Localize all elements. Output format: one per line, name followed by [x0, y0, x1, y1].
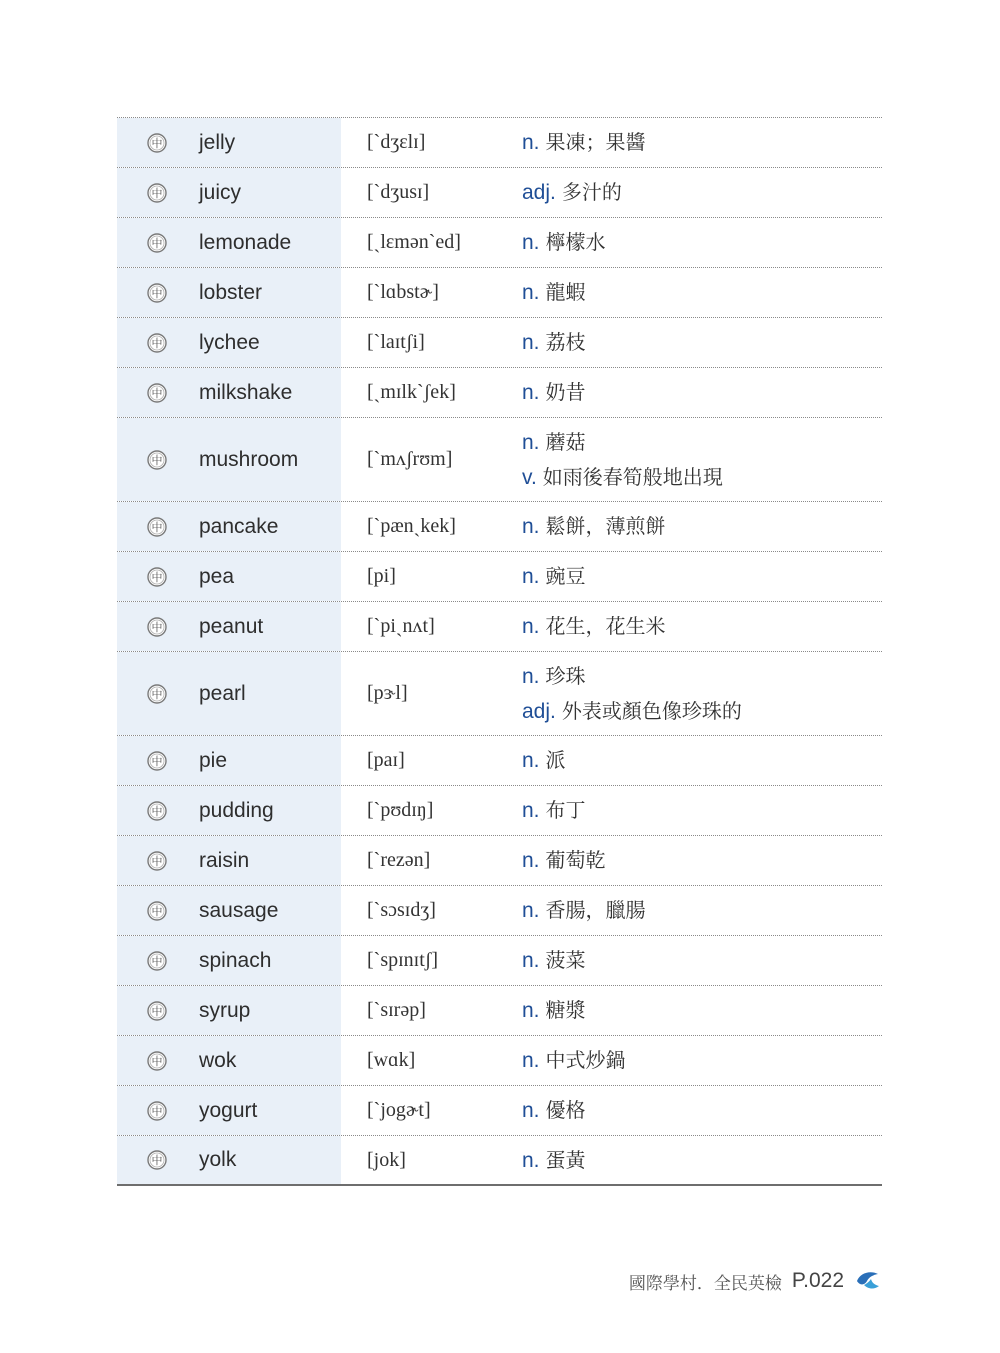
vocab-row	[117, 1136, 882, 1186]
definition-cell	[520, 368, 882, 417]
word-cell	[117, 168, 341, 217]
definition-cell	[520, 886, 882, 935]
meaning-text: 豌豆	[545, 564, 586, 588]
word-text: yogurt	[199, 1098, 258, 1122]
part-of-speech: n.	[522, 899, 540, 922]
part-of-speech: n.	[522, 949, 540, 972]
definition-line	[522, 275, 882, 310]
level-label: 中	[151, 854, 163, 868]
phonetic-text: [ˋsɪrəp]	[367, 999, 426, 1021]
phonetic-text: [ˋrezən]	[367, 849, 431, 871]
definition-cell	[520, 318, 882, 367]
vocab-row	[117, 118, 882, 168]
word-text: spinach	[199, 948, 272, 972]
word-cell	[117, 836, 341, 885]
vocab-row	[117, 418, 882, 502]
word-text: lychee	[199, 330, 260, 354]
definition-cell	[520, 1036, 882, 1085]
level-badge-icon	[147, 617, 167, 637]
level-label: 中	[151, 286, 163, 300]
vocab-row	[117, 1086, 882, 1136]
level-label: 中	[151, 136, 163, 150]
word-cell	[117, 1086, 341, 1135]
level-badge-icon	[147, 283, 167, 303]
definition-cell	[520, 218, 882, 267]
definition-cell	[520, 936, 882, 985]
definition-cell	[520, 418, 882, 501]
word-text: pie	[199, 748, 228, 772]
phonetic-text: [ˋpiˏnʌt]	[367, 615, 435, 637]
phonetic-text: [ˏmɪlkˋʃek]	[367, 381, 456, 403]
word-text: pancake	[199, 514, 279, 538]
level-badge-icon	[147, 517, 167, 537]
vocab-row	[117, 736, 882, 786]
word-cell	[117, 118, 341, 167]
level-label: 中	[151, 386, 163, 400]
publisher-label: 國際學村．全民英檢	[628, 1273, 782, 1294]
definition-cell	[520, 652, 882, 735]
meaning-text: 派	[545, 748, 566, 772]
level-badge-icon	[147, 450, 167, 470]
vocab-row	[117, 602, 882, 652]
level-label: 中	[151, 804, 163, 818]
definition-line	[522, 609, 882, 644]
word-cell	[117, 552, 341, 601]
part-of-speech: n.	[522, 565, 540, 588]
word-text: wok	[199, 1048, 237, 1072]
meaning-text: 荔枝	[545, 330, 586, 354]
definition-cell	[520, 786, 882, 835]
word-cell	[117, 936, 341, 985]
definition-cell	[520, 1086, 882, 1135]
part-of-speech: n.	[522, 1049, 540, 1072]
part-of-speech: n.	[522, 999, 540, 1022]
level-badge-icon	[147, 133, 167, 153]
level-badge-icon	[147, 851, 167, 871]
word-text: yolk	[199, 1148, 237, 1171]
level-label: 中	[151, 1104, 163, 1118]
word-cell	[117, 602, 341, 651]
phonetic-text: [pi]	[367, 565, 396, 587]
definition-line	[522, 375, 882, 410]
level-badge-icon	[147, 383, 167, 403]
level-badge-icon	[147, 1051, 167, 1071]
level-badge-icon	[147, 333, 167, 353]
word-cell	[117, 218, 341, 267]
part-of-speech: n.	[522, 381, 540, 404]
phonetic-text: [ˋmʌʃrʊm]	[367, 448, 453, 470]
meaning-text: 外表或顏色像珍珠的	[561, 698, 742, 723]
meaning-text: 鬆餅，薄煎餅	[545, 514, 666, 538]
part-of-speech: n.	[522, 430, 540, 454]
word-text: lemonade	[199, 230, 292, 254]
meaning-text: 蛋黃	[545, 1147, 586, 1172]
definition-line	[522, 325, 882, 360]
meaning-text: 珍珠	[545, 663, 586, 688]
word-text: raisin	[199, 848, 250, 872]
meaning-text: 香腸，臘腸	[545, 898, 646, 922]
phonetic-text: [ˋpænˏkek]	[367, 515, 456, 537]
vocab-row	[117, 786, 882, 836]
meaning-text: 多汁的	[561, 180, 622, 204]
definition-line	[522, 943, 882, 978]
vocab-row	[117, 168, 882, 218]
definition-cell	[520, 986, 882, 1035]
word-text: pudding	[199, 798, 274, 822]
meaning-text: 檸檬水	[545, 230, 606, 254]
word-text: mushroom	[199, 447, 299, 471]
meaning-text: 優格	[545, 1098, 586, 1122]
phonetic-text: [ˋlaɪtʃi]	[367, 331, 425, 353]
word-text: peanut	[199, 614, 264, 638]
vocab-row	[117, 268, 882, 318]
phonetic-text: [ˋspɪnɪtʃ]	[367, 949, 439, 971]
vocab-row	[117, 886, 882, 936]
word-text: jelly	[199, 130, 236, 154]
meaning-text: 果凍；果醬	[545, 130, 646, 154]
phonetic-text: [pɝl]	[367, 682, 408, 704]
level-label: 中	[151, 1154, 163, 1167]
word-text: juicy	[199, 180, 242, 204]
phonetic-text: [ˋlɑbstɚ]	[367, 281, 439, 303]
definition-line	[522, 1043, 882, 1078]
part-of-speech: n.	[522, 615, 540, 638]
level-label: 中	[151, 904, 163, 918]
vocab-row	[117, 936, 882, 986]
phonetic-text: [ˋpʊdɪŋ]	[367, 799, 434, 821]
phonetic-text: [ˏlɛmənˋed]	[367, 231, 461, 253]
vocab-row	[117, 368, 882, 418]
level-badge-icon	[147, 233, 167, 253]
word-text: pea	[199, 564, 235, 588]
word-cell	[117, 1136, 341, 1184]
vocab-row	[117, 836, 882, 886]
level-label: 中	[151, 620, 163, 634]
level-badge-icon	[147, 1101, 167, 1121]
level-label: 中	[151, 236, 163, 250]
level-badge-icon	[147, 951, 167, 971]
definition-cell	[520, 602, 882, 651]
level-badge-icon	[147, 1150, 167, 1170]
vocab-row	[117, 502, 882, 552]
definition-line	[522, 843, 882, 878]
definition-line	[522, 694, 882, 729]
level-label: 中	[151, 954, 163, 968]
definition-cell	[520, 552, 882, 601]
level-label: 中	[151, 1054, 163, 1068]
level-label: 中	[151, 570, 163, 584]
level-badge-icon	[147, 567, 167, 587]
definition-line	[522, 509, 882, 544]
page-number: P.022	[791, 1269, 844, 1292]
meaning-text: 龍蝦	[545, 280, 586, 304]
word-cell	[117, 986, 341, 1035]
level-badge-icon	[147, 801, 167, 821]
part-of-speech: v.	[522, 465, 537, 489]
part-of-speech: adj.	[522, 181, 556, 204]
definition-line	[522, 743, 882, 778]
phonetic-text: [paɪ]	[367, 749, 405, 771]
definition-cell	[520, 502, 882, 551]
meaning-text: 花生，花生米	[545, 614, 666, 638]
meaning-text: 布丁	[545, 798, 586, 822]
definition-line	[522, 175, 882, 210]
definition-line	[522, 659, 882, 694]
word-cell	[117, 268, 341, 317]
vocab-row	[117, 218, 882, 268]
definition-line	[522, 993, 882, 1028]
meaning-text: 糖漿	[545, 998, 586, 1022]
level-label: 中	[151, 754, 163, 768]
word-cell	[117, 502, 341, 551]
word-cell	[117, 1036, 341, 1085]
word-text: syrup	[199, 998, 251, 1022]
part-of-speech: adj.	[522, 699, 556, 723]
part-of-speech: n.	[522, 231, 540, 254]
vocab-row	[117, 318, 882, 368]
meaning-text: 葡萄乾	[545, 848, 606, 872]
vocab-row	[117, 1036, 882, 1086]
part-of-speech: n.	[522, 331, 540, 354]
level-badge-icon	[147, 684, 167, 704]
phonetic-text: [wɑk]	[367, 1049, 416, 1071]
word-cell	[117, 652, 341, 735]
word-cell	[117, 736, 341, 785]
part-of-speech: n.	[522, 131, 540, 154]
definition-line	[522, 559, 882, 594]
definition-cell	[520, 836, 882, 885]
definition-line	[522, 893, 882, 928]
meaning-text: 如雨後春筍般地出現	[542, 464, 723, 489]
word-text: milkshake	[199, 380, 293, 404]
vocab-table	[117, 117, 882, 1186]
page-footer	[629, 1267, 882, 1295]
level-label: 中	[151, 186, 163, 200]
meaning-text: 中式炒鍋	[545, 1048, 626, 1072]
phonetic-text: [ˋsɔsɪdʒ]	[367, 899, 436, 921]
meaning-text: 蘑菇	[545, 429, 586, 454]
meaning-text: 菠菜	[545, 948, 586, 972]
definition-cell	[520, 736, 882, 785]
word-cell	[117, 368, 341, 417]
phonetic-text: [jok]	[367, 1148, 406, 1171]
word-cell	[117, 318, 341, 367]
part-of-speech: n.	[522, 1148, 540, 1172]
part-of-speech: n.	[522, 749, 540, 772]
part-of-speech: n.	[522, 1099, 540, 1122]
level-badge-icon	[147, 751, 167, 771]
definition-line	[522, 225, 882, 260]
level-label: 中	[151, 453, 163, 467]
phonetic-text: [ˋjogɚt]	[367, 1099, 431, 1121]
part-of-speech: n.	[522, 515, 540, 538]
vocab-row	[117, 986, 882, 1036]
part-of-speech: n.	[522, 849, 540, 872]
definition-line	[522, 425, 882, 460]
vocab-row	[117, 652, 882, 736]
word-text: lobster	[199, 280, 263, 304]
level-label: 中	[151, 520, 163, 534]
bird-logo-icon	[854, 1267, 882, 1295]
definition-cell	[520, 1136, 882, 1184]
definition-cell	[520, 118, 882, 167]
level-badge-icon	[147, 901, 167, 921]
level-label: 中	[151, 687, 163, 701]
definition-line	[522, 1093, 882, 1128]
part-of-speech: n.	[522, 799, 540, 822]
word-cell	[117, 418, 341, 501]
definition-cell	[520, 268, 882, 317]
meaning-text: 奶昔	[545, 380, 586, 404]
phonetic-text: [ˋdʒusɪ]	[367, 181, 430, 203]
phonetic-text: [ˋdʒɛlɪ]	[367, 131, 426, 153]
level-badge-icon	[147, 183, 167, 203]
word-text: sausage	[199, 898, 279, 922]
level-label: 中	[151, 1004, 163, 1018]
level-badge-icon	[147, 1001, 167, 1021]
word-cell	[117, 886, 341, 935]
definition-line	[522, 1143, 882, 1178]
definition-line	[522, 793, 882, 828]
level-label: 中	[151, 336, 163, 350]
part-of-speech: n.	[522, 281, 540, 304]
word-cell	[117, 786, 341, 835]
definition-line	[522, 125, 882, 160]
word-text: pearl	[199, 681, 246, 705]
vocab-row	[117, 552, 882, 602]
definition-cell	[520, 168, 882, 217]
definition-line	[522, 460, 882, 495]
part-of-speech: n.	[522, 664, 540, 688]
